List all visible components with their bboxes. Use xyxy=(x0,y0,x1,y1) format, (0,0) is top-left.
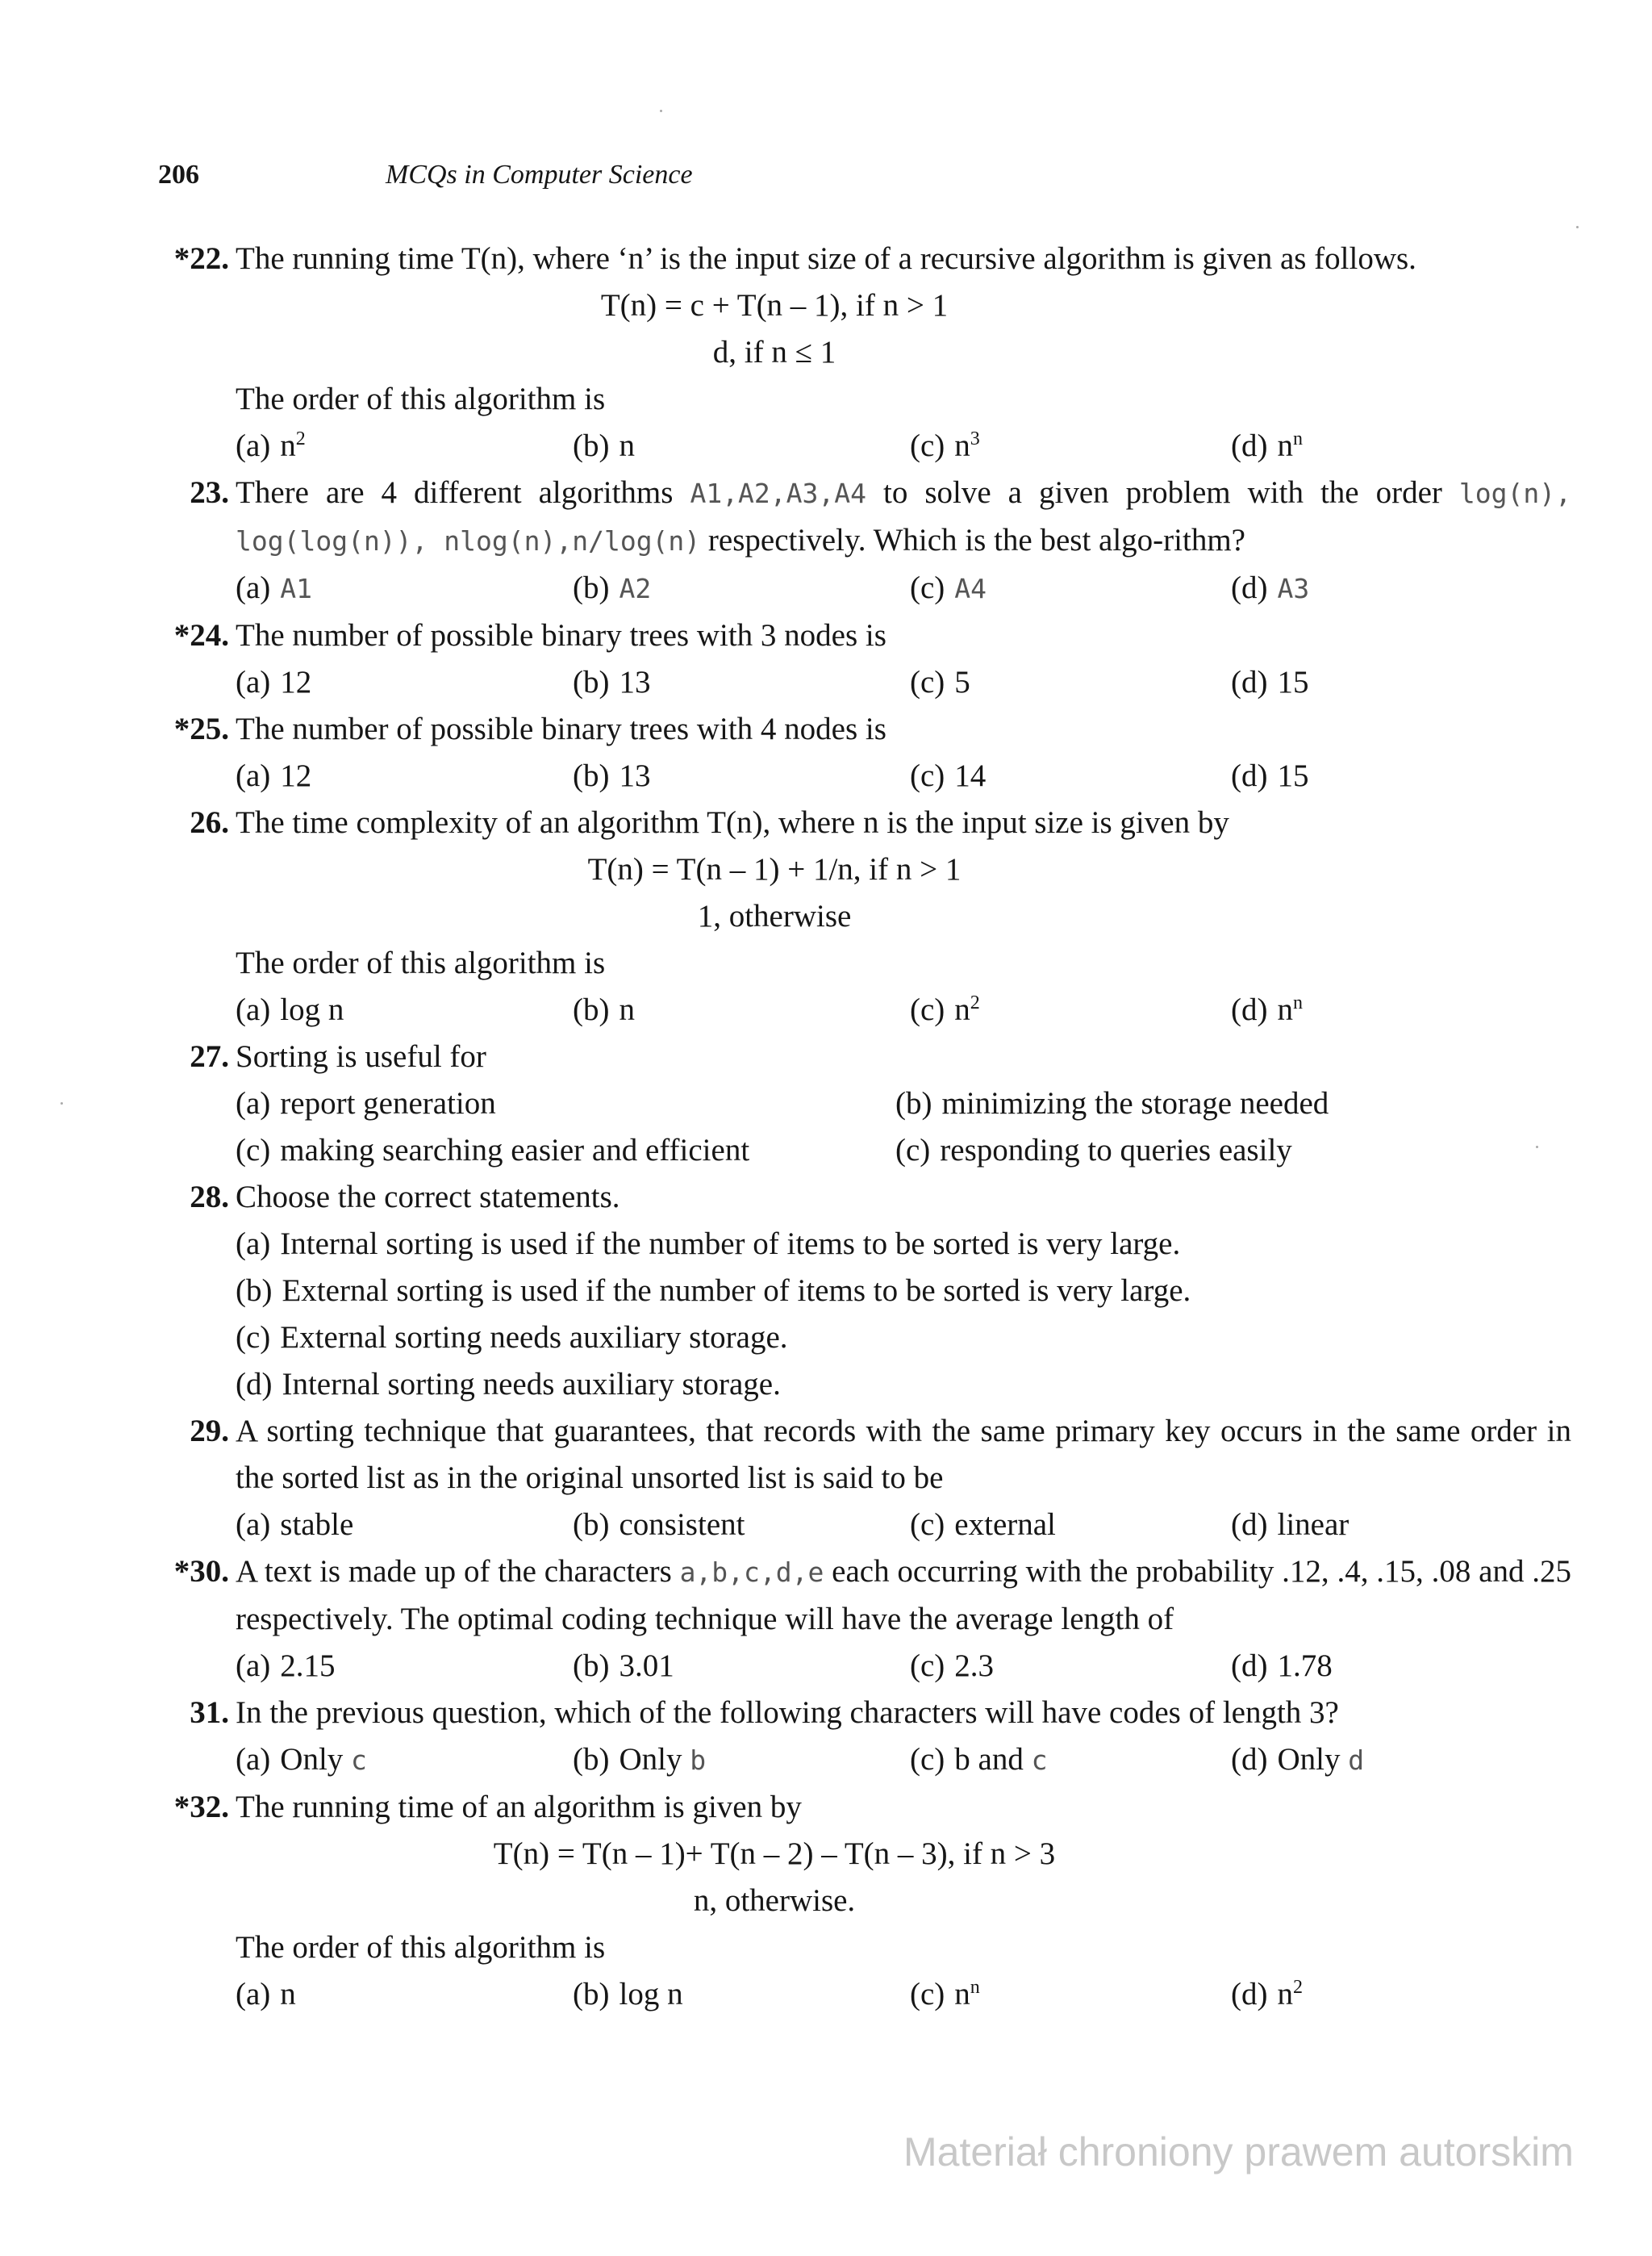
option-b[interactable]: (b) minimizing the storage needed xyxy=(895,1086,1329,1121)
question-text: The running time of an algorithm is given by xyxy=(236,1790,802,1824)
question-text: The time complexity of an algorithm T(n), where n is the input size is given by xyxy=(236,805,1229,840)
formula-line: T(n) = c + T(n – 1), if n > 1 xyxy=(600,288,949,323)
question-32 xyxy=(158,1784,1571,2018)
option-d[interactable]: (d) $n^n$ xyxy=(1231,428,1303,463)
option-c[interactable]: (c) 14 xyxy=(910,758,987,793)
scan-speck xyxy=(1576,226,1579,228)
option-d[interactable]: (d) Only d xyxy=(1231,1742,1365,1777)
option-c[interactable]: (c) 2.3 xyxy=(910,1648,995,1683)
question-23 xyxy=(158,470,1571,612)
option-d[interactable]: (d) $n^2$ xyxy=(1231,1977,1303,2012)
question-number: *25. xyxy=(173,712,229,746)
answer-options xyxy=(236,423,1571,470)
answer-options xyxy=(236,987,1571,1034)
option-b[interactable]: (b) log n xyxy=(573,1977,683,2012)
question-30 xyxy=(158,1548,1571,1690)
scan-speck xyxy=(660,110,662,112)
question-list xyxy=(158,236,1571,2018)
option-a[interactable]: (a) 2.15 xyxy=(236,1648,336,1683)
option-a[interactable]: (a) A1 xyxy=(236,570,313,605)
question-text: There are 4 different algorithms A1,A2,A3,A4 to solve a given problem with the order log(n), log(log(n)), nlog(n),n/log(n) respectively. Which is the best algo-rithm? xyxy=(236,475,1571,558)
option-a[interactable]: (a) log n xyxy=(236,992,344,1027)
question-26 xyxy=(158,800,1571,1034)
option-d[interactable]: (d) linear xyxy=(1231,1507,1350,1542)
scan-speck xyxy=(60,1102,63,1105)
option-a[interactable]: (a) 12 xyxy=(236,758,312,793)
option-b[interactable]: (b) n xyxy=(573,992,635,1027)
answer-options xyxy=(236,1643,1571,1690)
question-text: In the previous question, which of the following characters will have codes of length 3? xyxy=(236,1695,1339,1730)
option-c[interactable]: (c) 5 xyxy=(910,665,970,700)
option-c[interactable]: (c) $n^2$ xyxy=(910,992,980,1027)
question-28 xyxy=(158,1174,1571,1408)
formula-line: T(n) = T(n – 1) + 1/n, if n > 1 xyxy=(587,852,962,887)
option-c[interactable]: (c) $n^3$ xyxy=(910,428,980,463)
answer-options xyxy=(236,1971,1571,2018)
answer-options xyxy=(236,565,1571,612)
question-25 xyxy=(158,706,1571,800)
option-a[interactable]: (a) 12 xyxy=(236,665,312,700)
option-c[interactable]: (c) External sorting needs auxiliary storage. xyxy=(236,1320,788,1355)
formula-line: n, otherwise. xyxy=(693,1883,856,1918)
option-a[interactable]: (a) $n^2$ xyxy=(236,428,306,463)
question-text: A text is made up of the characters a,b,c,d,e each occurring with the probability .12, .4, .15, .08 and .25 respectively. The optimal coding technique will have the average length of xyxy=(236,1554,1571,1636)
question-prompt: The order of this algorithm is xyxy=(236,946,606,980)
option-b[interactable]: (b) consistent xyxy=(573,1507,745,1542)
question-22 xyxy=(158,236,1571,470)
option-a[interactable]: (a) Only c xyxy=(236,1742,367,1777)
question-number: *32. xyxy=(173,1790,229,1824)
option-a[interactable]: (a) report generation xyxy=(236,1086,496,1121)
answer-options xyxy=(236,1080,1571,1174)
question-number: 28. xyxy=(190,1180,229,1214)
copyright-watermark: Materiał chroniony prawem autorskim xyxy=(903,2129,1574,2175)
question-number: 29. xyxy=(190,1414,229,1448)
question-number: *30. xyxy=(173,1554,229,1589)
option-a[interactable]: (a) n xyxy=(236,1977,296,2012)
option-b[interactable]: (b) 13 xyxy=(573,758,651,793)
option-c[interactable]: (c) b and c xyxy=(910,1742,1048,1777)
page-header xyxy=(158,160,693,190)
option-a[interactable]: (a) stable xyxy=(236,1507,354,1542)
option-d[interactable]: (d) A3 xyxy=(1231,570,1310,605)
code-text: A1,A2,A3,A4 xyxy=(690,478,866,509)
answer-options xyxy=(236,1502,1571,1548)
option-b[interactable]: (b) A2 xyxy=(573,570,652,605)
answer-options xyxy=(236,659,1571,706)
option-b[interactable]: (b) Only b xyxy=(573,1742,707,1777)
page-number: 206 xyxy=(158,160,199,190)
question-27 xyxy=(158,1034,1571,1174)
code-text: log(n), log(log(n)), nlog(n),n/log(n) xyxy=(236,478,1571,557)
formula-line: 1, otherwise xyxy=(697,899,852,934)
answer-options xyxy=(236,1736,1571,1784)
question-prompt: The order of this algorithm is xyxy=(236,1930,606,1965)
question-prompt: The order of this algorithm is xyxy=(236,382,606,416)
question-number: 27. xyxy=(190,1039,229,1074)
option-c[interactable]: (c) making searching easier and efficient xyxy=(236,1133,750,1168)
option-c-second[interactable]: (c) responding to queries easily xyxy=(895,1133,1292,1168)
question-number: *24. xyxy=(173,618,229,653)
option-c[interactable]: (c) A4 xyxy=(910,570,987,605)
option-b[interactable]: (b) 3.01 xyxy=(573,1648,674,1683)
question-text: Choose the correct statements. xyxy=(236,1180,620,1214)
option-d[interactable]: (d) 15 xyxy=(1231,665,1309,700)
answer-options xyxy=(236,1221,1571,1408)
option-d[interactable]: (d) 15 xyxy=(1231,758,1309,793)
question-24 xyxy=(158,612,1571,706)
question-text: A sorting technique that guarantees, that records with the same primary key occurs in the same order in the sorted list as in the original unsorted list is said to be xyxy=(236,1414,1571,1495)
option-c[interactable]: (c) external xyxy=(910,1507,1056,1542)
option-d[interactable]: (d) Internal sorting needs auxiliary storage. xyxy=(236,1367,781,1402)
formula-line: T(n) = T(n – 1)+ T(n – 2) – T(n – 3), if n > 3 xyxy=(493,1836,1056,1871)
question-text: The running time T(n), where ‘n’ is the input size of a recursive algorithm is given as follows. xyxy=(236,241,1416,276)
answer-options xyxy=(236,753,1571,800)
question-31 xyxy=(158,1690,1571,1784)
option-b[interactable]: (b) n xyxy=(573,428,635,463)
formula-line: d, if n ≤ 1 xyxy=(712,335,836,370)
option-d[interactable]: (d) $n^n$ xyxy=(1231,992,1303,1027)
code-text: a,b,c,d,e xyxy=(679,1556,824,1588)
option-d[interactable]: (d) 1.78 xyxy=(1231,1648,1333,1683)
book-title: MCQs in Computer Science xyxy=(386,160,693,190)
question-29 xyxy=(158,1408,1571,1548)
question-number: 26. xyxy=(190,805,229,840)
option-c[interactable]: (c) $n^n$ xyxy=(910,1977,980,2012)
question-text: Sorting is useful for xyxy=(236,1039,486,1074)
question-number: *22. xyxy=(173,241,229,276)
question-text: The number of possible binary trees with 4 nodes is xyxy=(236,712,886,746)
question-text: The number of possible binary trees with 3 nodes is xyxy=(236,618,886,653)
question-number: 31. xyxy=(190,1695,229,1730)
option-a[interactable]: (a) Internal sorting is used if the number of items to be sorted is very large. xyxy=(236,1226,1181,1261)
question-number: 23. xyxy=(190,475,229,510)
option-b[interactable]: (b) 13 xyxy=(573,665,651,700)
option-b[interactable]: (b) External sorting is used if the number of items to be sorted is very large. xyxy=(236,1273,1191,1308)
